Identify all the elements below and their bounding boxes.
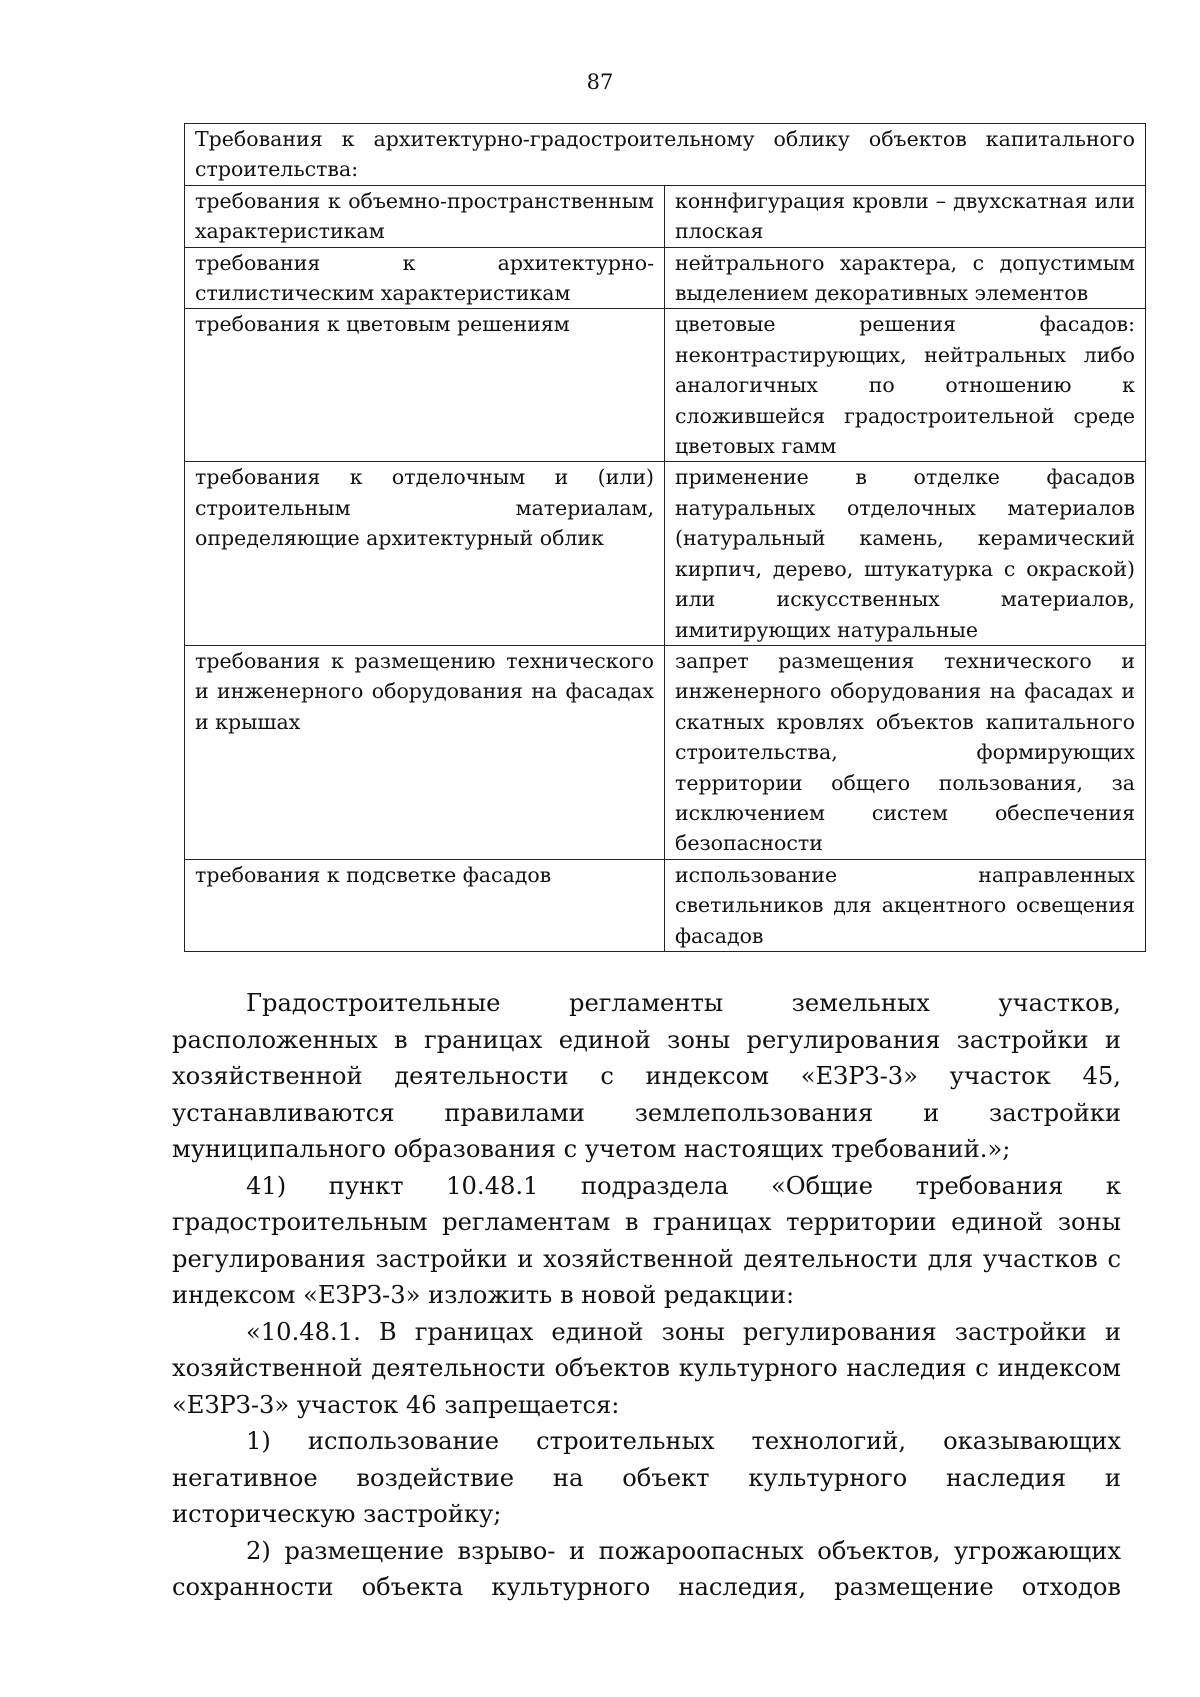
requirement-cell: требования к отделочным и (или) строительным материалам, определяющие архитектурный облик: [185, 462, 665, 645]
requirements-table: [184, 123, 1146, 952]
requirement-cell: требования к подсветке фасадов: [185, 859, 665, 951]
paragraph: 1) использование строительных технологий, оказывающих негативное воздействие на объект культурного наследия и историческую застройку;: [172, 1427, 1121, 1528]
value-cell: нейтрального характера, с допустимым выделением декоративных элементов: [665, 247, 1146, 309]
requirement-cell: требования к размещению технического и инженерного оборудования на фасадах и крышах: [185, 645, 665, 859]
table-row: [185, 185, 1146, 247]
table-row: [185, 645, 1146, 859]
paragraph: «10.48.1. В границах единой зоны регулирования застройки и хозяйственной деятельности объектов культурного наследия с индексом «ЕЗРЗ-3» участок 46 запрещается:: [172, 1317, 1121, 1419]
page-number: 87: [586, 70, 614, 94]
value-cell: цветовые решения фасадов: неконтрастирующих, нейтральных либо аналогичных по отношению к сложившейся градостроительной среде цветовых гамм: [665, 309, 1146, 462]
value-cell: запрет размещения технического и инженерного оборудования на фасадах и скатных кровлях объектов капитального строительства, формирующих территории общего пользования, за исключением систем обеспечения безопасности: [665, 645, 1146, 859]
requirement-cell: требования к объемно-пространственным характеристикам: [185, 185, 665, 247]
table-row: [185, 859, 1146, 951]
requirement-cell: требования к цветовым решениям: [185, 309, 665, 462]
value-cell: применение в отделке фасадов натуральных отделочных материалов (натуральный камень, керамический кирпич, дерево, штукатурка с окраской) или искусственных материалов, имитирующих натуральные: [665, 462, 1146, 645]
table-row: [185, 247, 1146, 309]
paragraph: 41) пункт 10.48.1 подраздела «Общие требования к градостроительным регламентам в границах территории единой зоны регулирования застройки и хозяйственной деятельности для участков с индексом «ЕЗРЗ-3» изложить в новой редакции:: [172, 1171, 1121, 1309]
paragraph: 2) размещение взрыво- и пожароопасных объектов, угрожающих сохранности объекта культурного наследия, размещение отходов: [172, 1536, 1121, 1601]
requirement-cell: требования к архитектурно-стилистическим характеристикам: [185, 247, 665, 309]
table-header-row: [185, 124, 1146, 186]
value-cell: использование направленных светильников для акцентного освещения фасадов: [665, 859, 1146, 951]
paragraph: Градостроительные регламенты земельных участков, расположенных в границах единой зоны регулирования застройки и хозяйственной деятельности с индексом «ЕЗРЗ-3» участок 45, устанавливаются правилами землепользования и застройки муниципального образования с учетом настоящих требований.»;: [172, 989, 1121, 1163]
table-row: [185, 309, 1146, 462]
table-row: [185, 462, 1146, 645]
value-cell: коннфигурация кровли – двухскатная или плоская: [665, 185, 1146, 247]
body-text: [172, 985, 1121, 1606]
table-header-cell: Требования к архитектурно-градостроительному облику объектов капитального строительства:: [185, 124, 1146, 186]
